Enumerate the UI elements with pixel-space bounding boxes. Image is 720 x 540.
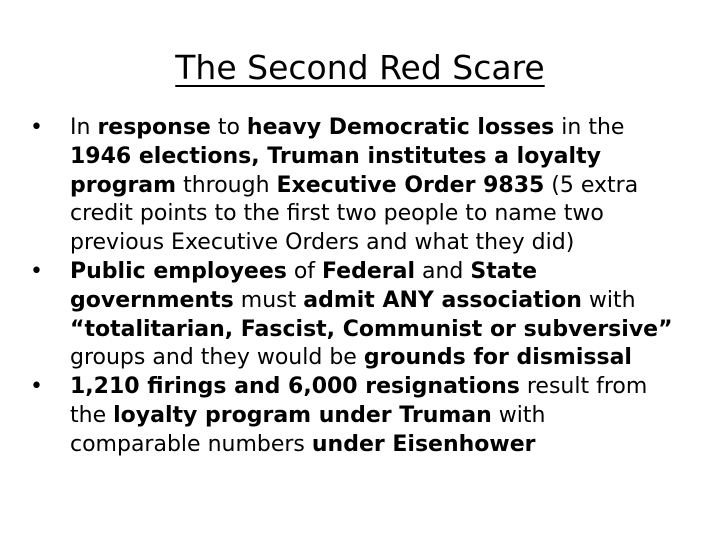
text-segment: of [286, 258, 323, 284]
slide-title-text: The Second Red Scare [175, 48, 545, 87]
bullet-marker: • [30, 115, 43, 140]
bold-text-segment: 1,210 firings and 6,000 resignations [70, 374, 520, 400]
bullet-item [30, 114, 680, 258]
bold-text-segment: grounds for dismissal [363, 345, 632, 371]
bold-text-segment: under Eisenhower [311, 431, 536, 457]
bold-text-segment: heavy Democratic losses [246, 115, 555, 140]
bold-text-segment: Federal [322, 258, 416, 284]
text-segment: In [70, 115, 98, 140]
text-segment: and [415, 258, 471, 284]
text-segment: groups and they would be [70, 345, 364, 371]
text-segment: through [176, 172, 277, 198]
text-segment: with comparable numbers [70, 402, 546, 457]
text-segment: to [210, 115, 247, 140]
bold-text-segment: loyalty program under Truman [113, 402, 492, 428]
bullet-list [30, 114, 680, 460]
text-segment: with [581, 287, 636, 313]
slide-title [0, 46, 720, 90]
bold-text-segment: State governments [70, 258, 538, 313]
bullet-text [70, 259, 673, 370]
text-segment: must [233, 287, 304, 313]
bullet-text [70, 374, 647, 457]
bullet-marker: • [30, 258, 43, 284]
text-segment: result from the [70, 374, 648, 428]
bullet-item [30, 373, 680, 459]
text-segment: in the [554, 115, 625, 140]
text-segment: (5 extra credit points to the first two people to name two previous Executive Orders and what they did) [70, 172, 639, 256]
bold-text-segment: Public employees [70, 258, 287, 284]
bold-text-segment: “totalitarian, Fascist, Communist or subversive” [70, 316, 673, 342]
bold-text-segment: Executive Order 9835 [276, 172, 545, 198]
bold-text-segment: admit ANY association [303, 287, 582, 313]
bullet-text [70, 115, 638, 255]
bold-text-segment: response [97, 115, 211, 140]
bullet-marker: • [30, 374, 43, 400]
bold-text-segment: 1946 elections, Truman institutes a loyalty program [70, 143, 601, 198]
bullet-item [30, 258, 680, 373]
